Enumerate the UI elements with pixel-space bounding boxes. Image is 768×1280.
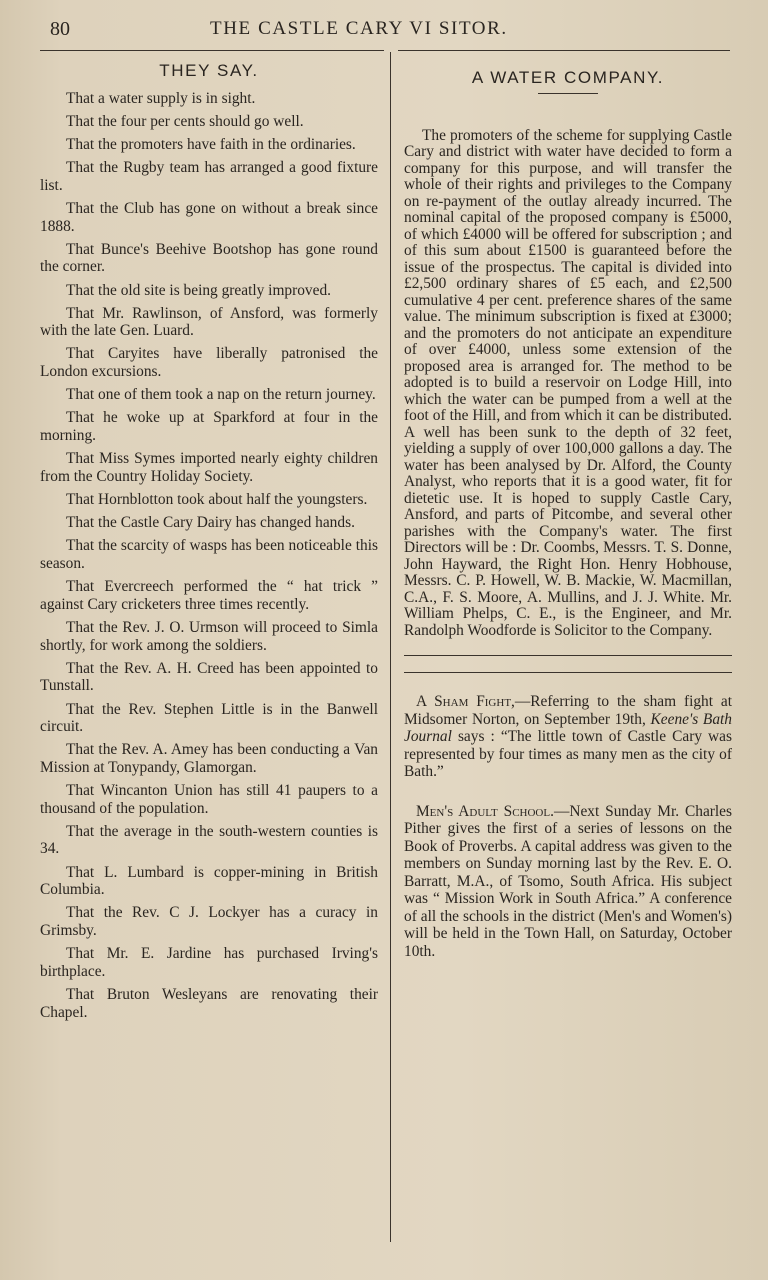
they-say-list xyxy=(40,90,378,1022)
sham-fight-source: Keene's Bath Journal xyxy=(404,710,732,745)
section-rule xyxy=(404,655,732,656)
they-say-heading: THEY SAY. xyxy=(159,61,259,80)
list-item: That the promoters have faith in the ordinaries. xyxy=(66,135,356,153)
water-company-body: The promoters of the scheme for supplying Castle Cary and district with water have decided to form a company for this purpose, and will transfer the whole of their rights and privileges to the Company on re-payment of the outlay already incurred. The nominal capital of the proposed company is £5000, of which £4000 will be offered for subscription ; and of this sum about £1500 is guaranteed before the issue of the prospectus. The capital is divided into £2,500 ordinary shares of £5 each, and £2,500 cumulative 4 per cent. preference shares of the same value. The minimum subscription is fixed at £3000; and the promoters do not anticipate an expenditure of over £4000, unless some extension of the proposed area is arranged for. The method to be adopted is to build a reservoir on Lodge Hill, into which the water can be pumped from a well at the foot of the Hill, and from which it can be distributed. A well has been sunk to the depth of 32 feet, yielding a supply of over 100,000 gallons a day. The water has been analysed by Dr. Alford, the County Analyst, who reports that it is a good water, fit for dietetic use. It is hoped to supply Castle Cary, Ansford, and parts of Pitcombe, and several other parishes with the Company's water. The first Directors will be : Dr. Coombs, Messrs. T. S. Donne, John Hayward, the Right Hon. Henry Hobhouse, Messrs. C. P. Howell, W. B. Mackie, W. Macmillan, C.A., F. S. Moore, A. Mullins, and J. J. White. Mr. William Phelps, C. E., is the Engineer, and Mr. Randolph Woodforde is Solicitor to the Company. xyxy=(404,126,732,639)
list-item: That L. Lumbard is copper-mining in British Columbia. xyxy=(40,863,378,899)
sham-fight-title: A Sham Fight, xyxy=(416,693,515,710)
list-item: That the four per cents should go well. xyxy=(66,112,304,130)
list-item: That the Rev. A. Amey has been conducting a Van Mission at Tonypandy, Glamorgan. xyxy=(40,741,378,776)
adult-school-item xyxy=(404,803,732,961)
page-header xyxy=(40,14,730,44)
sham-fight-quote: says : “The little town of Castle Cary was represented by four times as many men as the city of Bath.” xyxy=(404,728,732,780)
list-item: That the scarcity of wasps has been noticeable this season. xyxy=(40,537,378,572)
list-item: That the Rev. J. O. Urmson will proceed to Simla shortly, for work among the soldiers. xyxy=(40,618,378,654)
sham-fight-text: —Referring to the sham fight at Midsomer Norton, on September 19th, xyxy=(404,693,732,728)
list-item: That Evercreech performed the “ hat trick ” against Cary cricketers three times recently. xyxy=(40,578,378,613)
list-item: That Bruton Wesleyans are renovating their Chapel. xyxy=(40,985,378,1021)
list-item: That Bunce's Beehive Bootshop has gone round the corner. xyxy=(40,240,378,276)
sham-fight-item xyxy=(404,693,732,781)
adult-school-title: Men's Adult School. xyxy=(416,802,554,820)
list-item: That a water supply is in sight. xyxy=(66,89,256,107)
list-item: That the Rugby team has arranged a good fixture list. xyxy=(40,159,378,194)
list-item: That the Club has gone on without a break since 1888. xyxy=(40,199,378,235)
they-say-column xyxy=(40,62,378,1027)
heading-underline xyxy=(538,93,598,94)
list-item: That one of them took a nap on the return journey. xyxy=(66,386,376,404)
section-rule xyxy=(404,672,732,673)
list-item: That the Rev. A. H. Creed has been appointed to Tunstall. xyxy=(40,659,378,695)
list-item: That Mr. E. Jardine has purchased Irving's birthplace. xyxy=(40,945,378,980)
right-column xyxy=(404,70,732,982)
header-rule-right xyxy=(398,50,730,51)
list-item: That the average in the south-western counties is 34. xyxy=(40,822,378,858)
list-item: That Wincanton Union has still 41 paupers to a thousand of the population. xyxy=(40,782,378,817)
running-title: THE CASTLE CARY VI SITOR. xyxy=(210,18,508,39)
list-item: That Miss Symes imported nearly eighty children from the Country Holiday Society. xyxy=(40,450,378,485)
header-rule-left xyxy=(40,50,384,51)
list-item: That the Castle Cary Dairy has changed hands. xyxy=(66,514,355,532)
list-item: That the Rev. C J. Lockyer has a curacy in Grimsby. xyxy=(40,904,378,939)
water-company-heading: A WATER COMPANY. xyxy=(471,68,665,87)
list-item: That the Rev. Stephen Little is in the Banwell circuit. xyxy=(40,700,378,736)
page-number: 80 xyxy=(50,18,70,40)
adult-school-text: —Next Sunday Mr. Charles Pither gives the first of a series of lessons on the Book of Proverbs. A capital address was given to the members on Sunday morning last by the Rev. E. O. Barratt, M.A., of Tsomo, South Africa. His subject was “ Mission Work in South Africa.” A conference of all the schools in the district (Men's and Women's) will be held in the Town Hall, on Saturday, October 10th. xyxy=(404,802,732,960)
list-item: That the old site is being greatly improved. xyxy=(66,281,331,299)
water-company-article xyxy=(404,70,732,639)
list-item: That he woke up at Sparkford at four in the morning. xyxy=(40,409,378,445)
list-item: That Hornblotton took about half the youngsters. xyxy=(66,491,368,508)
list-item: That Mr. Rawlinson, of Ansford, was formerly with the late Gen. Luard. xyxy=(40,304,378,340)
column-divider xyxy=(390,52,391,1242)
list-item: That Caryites have liberally patronised the London excursions. xyxy=(40,345,378,381)
